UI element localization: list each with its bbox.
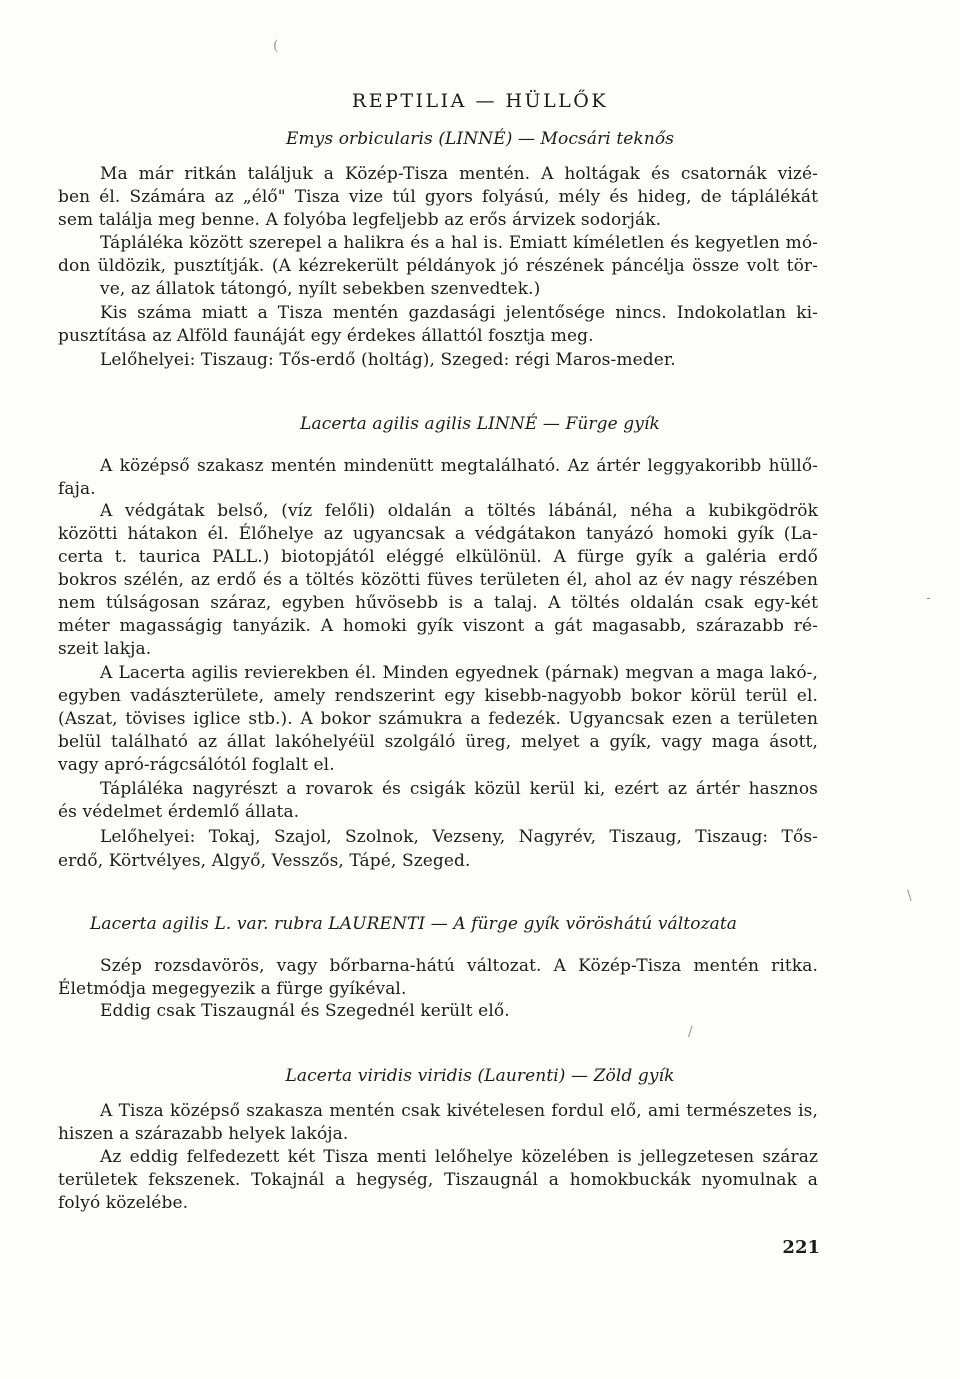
section-heading-rubra: Lacerta agilis L. var. rubra LAURENTI — A fürge gyík vöröshátú változata <box>90 914 738 934</box>
paragraph-line: (Aszat, tövises iglice stb.). A bokor számukra a fedezék. Ugyancsak ezen a területen <box>58 709 818 729</box>
paragraph-line: nem túlságosan száraz, egyben hűvösebb is a talaj. A töltés oldalán csak egy-két <box>58 593 818 613</box>
paragraph-line: Tápláléka nagyrészt a rovarok és csigák közül kerül ki, ezért az ártér hasznos <box>100 779 818 799</box>
paragraph-line: A Tisza középső szakasza mentén csak kivételesen fordul elő, ami természetes is, <box>100 1101 818 1121</box>
paragraph-line: faja. <box>58 479 96 499</box>
paragraph-line: don üldözik, pusztítják. (A kézrekerült példányok jó részének páncélja össze volt tör- <box>58 256 818 276</box>
scan-speck: / <box>688 1024 693 1040</box>
paragraph-line: belül található az állat lakóhelyéül szolgáló üreg, melyet a gyík, vagy maga ásott, <box>58 732 818 752</box>
paragraph-line: Eddig csak Tiszaugnál és Szegednél került elő. <box>100 1001 510 1021</box>
paragraph-line: pusztítása az Alföld faunáját egy érdekes állattól fosztja meg. <box>58 326 594 346</box>
section-heading-emys: Emys orbicularis (LINNÉ) — Mocsári teknős <box>285 129 675 149</box>
paragraph-line: A védgátak belső, (víz felőli) oldalán a töltés lábánál, néha a kubikgödrök <box>100 501 818 521</box>
paragraph-line: közötti hátakon él. Élőhelye az ugyancsak a védgátakon tanyázó homoki gyík (La- <box>58 524 818 544</box>
paragraph-line: Életmódja megegyezik a fürge gyíkéval. <box>58 979 407 999</box>
scan-speck: \ <box>907 888 912 904</box>
paragraph-line: Kis száma miatt a Tisza mentén gazdasági jelentősége nincs. Indokolatlan ki- <box>100 303 818 323</box>
paragraph-line: méter magasságig tanyázik. A homoki gyík viszont a gát magasabb, szárazabb ré- <box>58 616 818 636</box>
paragraph-line: Ma már ritkán találjuk a Közép-Tisza mentén. A holtágak és csatornák vizé- <box>100 164 818 184</box>
paragraph-line: A Lacerta agilis revierekben él. Minden egyednek (párnak) megvan a maga lakó-, <box>100 663 818 683</box>
paragraph-line: ve, az állatok tátongó, nyílt sebekben szenvedtek.) <box>100 279 541 299</box>
paragraph-line: és védelmet érdemlő állata. <box>58 802 300 822</box>
paragraph-line: folyó közelébe. <box>58 1193 189 1213</box>
paragraph-line: Lelőhelyei: Tiszaug: Tős-erdő (holtág), Szeged: régi Maros-meder. <box>100 350 676 370</box>
paragraph-line: certa t. taurica PALL.) biotopjától eléggé elkülönül. A fürge gyík a galéria erdő <box>58 547 818 567</box>
paragraph-line: területek fekszenek. Tokajnál a hegység, Tiszaugnál a homokbuckák nyomulnak a <box>58 1170 818 1190</box>
paragraph-line: hiszen a szárazabb helyek lakója. <box>58 1124 349 1144</box>
section-heading-agilis: Lacerta agilis agilis LINNÉ — Fürge gyík <box>300 414 660 434</box>
paragraph-line: egyben vadászterülete, amely rendszerint egy kisebb-nagyobb bokor körül terül el. <box>58 686 818 706</box>
paragraph-line: Szép rozsdavörös, vagy bőrbarna-hátú változat. A Közép-Tisza mentén ritka. <box>100 956 818 976</box>
page-title: REPTILIA — HÜLLŐK <box>351 90 609 112</box>
page-number: 221 <box>782 1237 820 1258</box>
paragraph-line: szeit lakja. <box>58 639 152 659</box>
scan-speck: - <box>926 590 931 606</box>
paragraph-line: Tápláléka között szerepel a halikra és a hal is. Emiatt kíméletlen és kegyetlen mó- <box>100 233 818 253</box>
scan-speck: ( <box>273 38 279 54</box>
section-heading-viridis: Lacerta viridis viridis (Laurenti) — Zöld gyík <box>285 1066 675 1086</box>
paragraph-line: sem találja meg benne. A folyóba legfeljebb az erős árvizek sodorják. <box>58 210 662 230</box>
paragraph-line: ben él. Számára az „élő" Tisza vize túl gyors folyású, mély és hideg, de táplálékát <box>58 187 818 207</box>
paragraph-line: vagy apró-rágcsálótól foglalt el. <box>58 755 335 775</box>
paragraph-line: Az eddig felfedezett két Tisza menti lelőhelye közelében is jellegzetesen száraz <box>100 1147 818 1167</box>
paragraph-line: A középső szakasz mentén mindenütt megtalálható. Az ártér leggyakoribb hüllő- <box>100 456 818 476</box>
paragraph-line: Lelőhelyei: Tokaj, Szajol, Szolnok, Vezseny, Nagyrév, Tiszaug, Tiszaug: Tős- <box>100 827 818 847</box>
paragraph-line: bokros szélén, az erdő és a töltés közötti füves területen él, ahol az év nagy részében <box>58 570 818 590</box>
paragraph-line: erdő, Körtvélyes, Algyő, Vesszős, Tápé, Szeged. <box>58 851 471 871</box>
